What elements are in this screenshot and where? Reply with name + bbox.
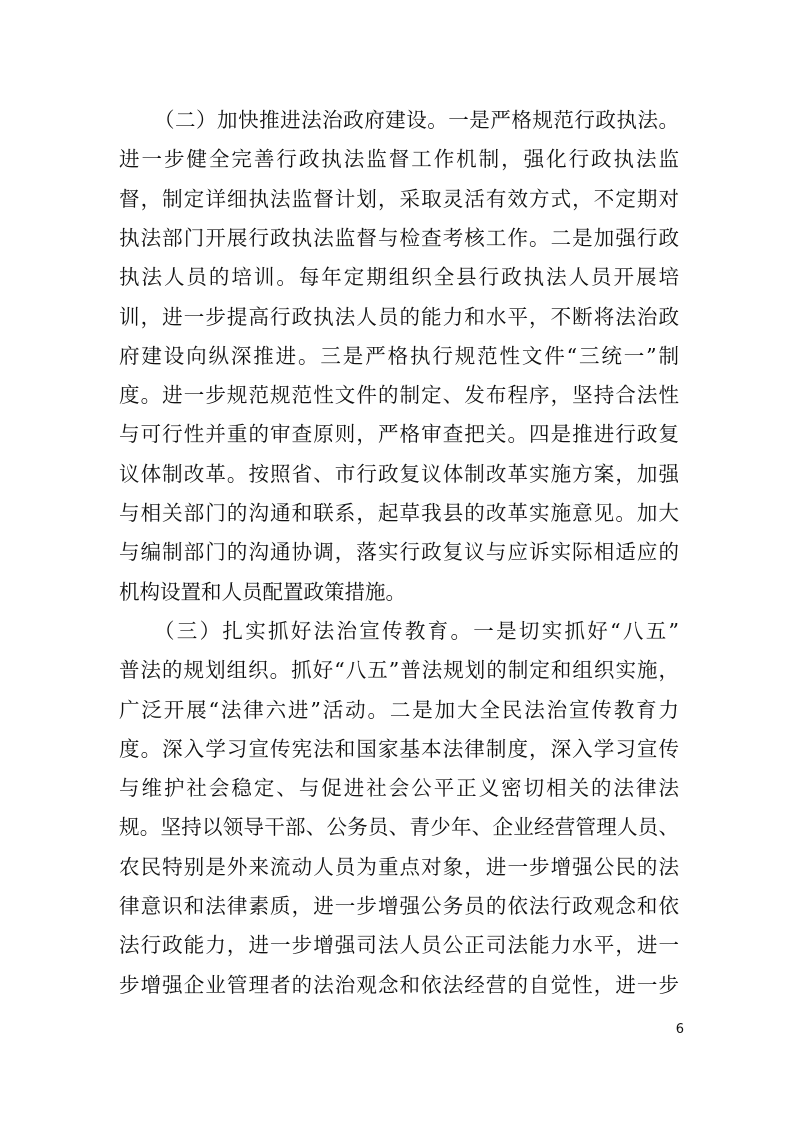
text-line: 步增强企业管理者的法治观念和依法经营的自觉性，进一步 xyxy=(119,973,679,997)
text-line: 执法部门开展行政执法监督与检查考核工作。二是加强行政 xyxy=(119,226,679,250)
text-line: 普法的规划组织。抓好“八五”普法规划的制定和组织实施， xyxy=(119,658,679,682)
text-line: 与可行性并重的审查原则，严格审查把关。四是推进行政复 xyxy=(119,422,679,446)
text-line: 训，进一步提高行政执法人员的能力和水平，不断将法治政 xyxy=(119,305,679,329)
text-line: 与编制部门的沟通协调，落实行政复议与应诉实际相适应的 xyxy=(119,540,679,564)
text-line: 与相关部门的沟通和联系，起草我县的改革实施意见。加大 xyxy=(119,501,679,525)
text-line: 农民特别是外来流动人员为重点对象，进一步增强公民的法 xyxy=(119,855,679,879)
text-line: 府建设向纵深推进。三是严格执行规范性文件“三统一”制 xyxy=(119,344,679,368)
text-line: 进一步健全完善行政执法监督工作机制，强化行政执法监 xyxy=(119,147,679,171)
text-line: 广泛开展“法律六进”活动。二是加大全民法治宣传教育力 xyxy=(119,698,679,722)
text-line: （二）加快推进法治政府建设。一是严格规范行政执法。 xyxy=(154,108,679,132)
text-line: 律意识和法律素质，进一步增强公务员的依法行政观念和依 xyxy=(119,894,679,918)
text-line: 度。深入学习宣传宪法和国家基本法律制度，深入学习宣传 xyxy=(119,737,679,761)
text-line: （三）扎实抓好法治宣传教育。一是切实抓好“八五” xyxy=(154,619,679,643)
text-line: 规。坚持以领导干部、公务员、青少年、企业经营管理人员、 xyxy=(119,815,679,839)
text-line: 与维护社会稳定、与促进社会公平正义密切相关的法律法 xyxy=(119,776,679,800)
text-line: 度。进一步规范规范性文件的制定、发布程序，坚持合法性 xyxy=(119,383,679,407)
text-line: 督，制定详细执法监督计划，采取灵活有效方式，不定期对 xyxy=(119,187,679,211)
text-line: 执法人员的培训。每年定期组织全县行政执法人员开展培 xyxy=(119,265,679,289)
page-number: 6 xyxy=(675,1022,684,1037)
text-line: 法行政能力，进一步增强司法人员公正司法能力水平，进一 xyxy=(119,933,679,957)
text-line: 机构设置和人员配置政策措施。 xyxy=(119,580,406,604)
text-line: 议体制改革。按照省、市行政复议体制改革实施方案，加强 xyxy=(119,462,679,486)
